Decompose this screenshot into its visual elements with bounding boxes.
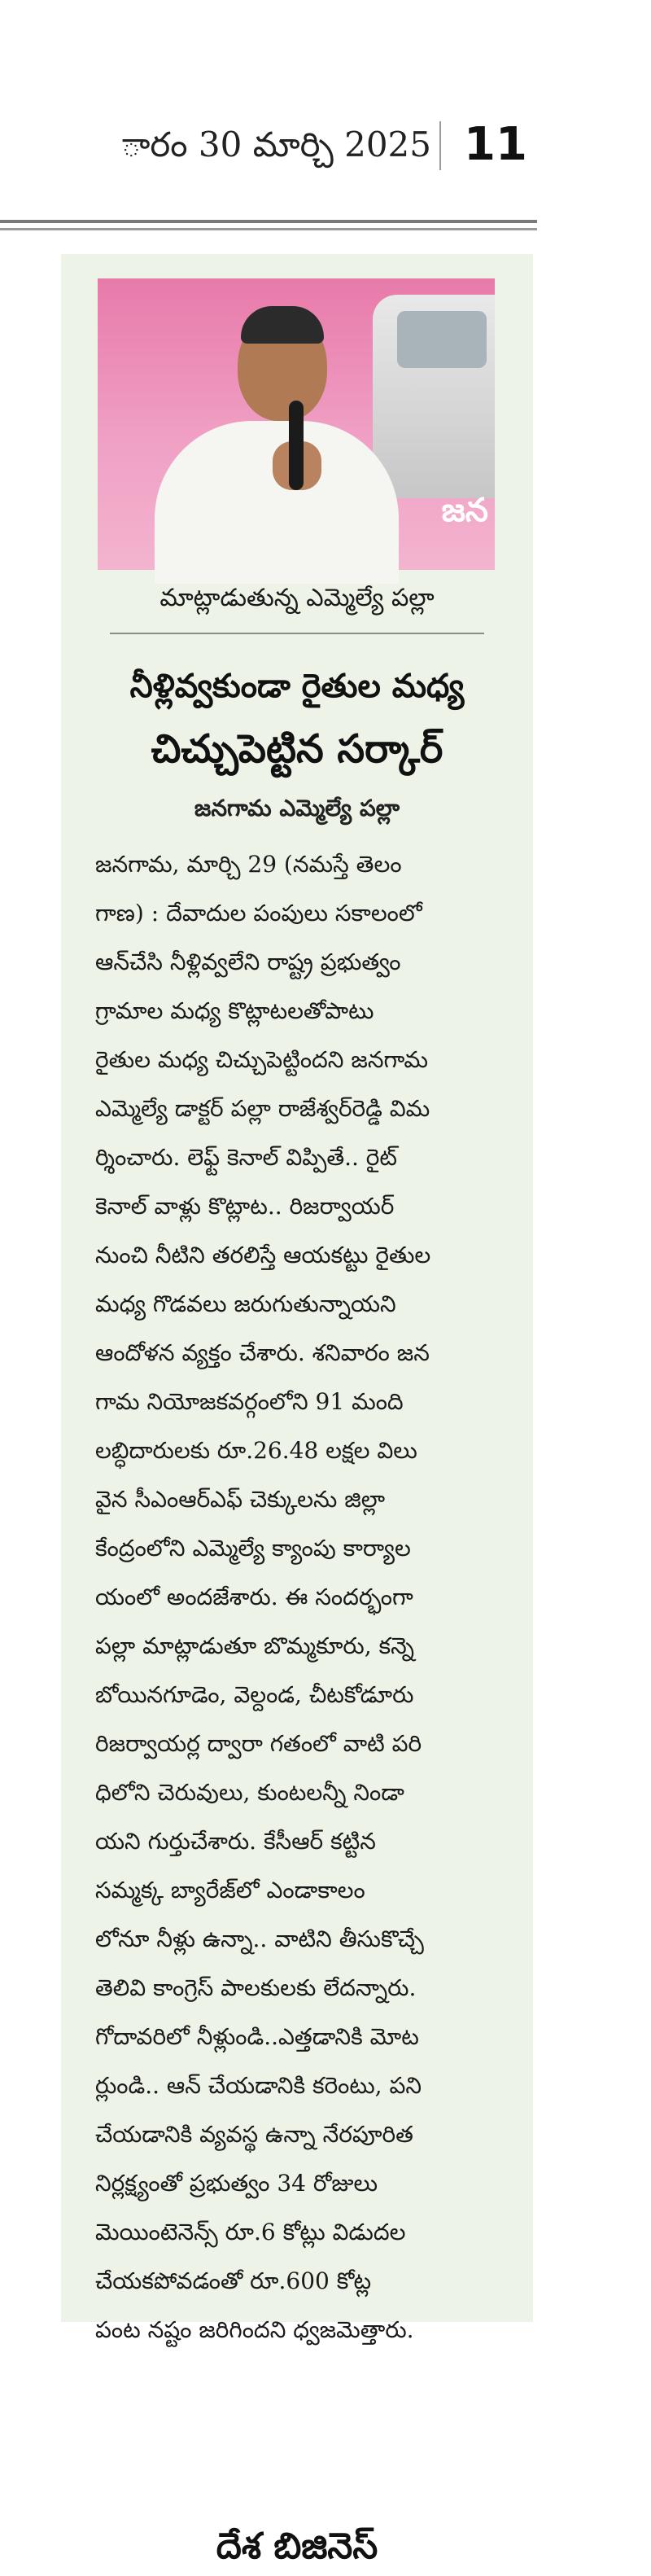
body-line: బోయినగూడెం, వెల్దండ, చీటకోడూరు (95, 1681, 414, 1708)
body-line: తెలివి కాంగ్రెస్ పాలకులకు లేదన్నారు. (95, 1974, 417, 2001)
body-line: లోనూ నీళ్లు ఉన్నా.. వాటిని తీసుకొచ్చే (95, 1925, 424, 1952)
microphone-icon (289, 401, 304, 490)
headline-line-2: చిచ్చుపెట్టిన సర్కార్ (151, 726, 443, 772)
body-line: వైన సీఎంఆర్‌ఎఫ్ చెక్కులను జిల్లా (95, 1486, 386, 1513)
photo-banner-text: జన (441, 492, 488, 529)
body-line: పంట నష్టం జరిగిందని ధ్వజమెత్తారు. (95, 2316, 414, 2343)
body-line: గ్రామాల మధ్య కొట్లాటలతోపాటు (95, 997, 374, 1024)
body-line: గామ నియోజకవర్గంలోని 91 మంది (95, 1388, 404, 1415)
body-line: కెనాల్ వాళ్లు కొట్లాట.. రిజర్వాయర్ (95, 1193, 395, 1220)
body-line: ఎమ్మెల్యే డాక్టర్ పల్లా రాజేశ్వర్‌రెడ్డి విమ (95, 1095, 430, 1122)
news-article (61, 254, 533, 2567)
body-line: కేంద్రంలోని ఎమ్మెల్యే క్యాంపు కార్యాల (95, 1535, 411, 1562)
article-byline: జనగామ ఎమ్మెల్యే పల్లా (194, 795, 400, 821)
page-number: 11 (464, 118, 527, 171)
photo-car-window (397, 311, 487, 368)
body-line: ర్శించారు. లెఫ్ట్ కెనాల్ విప్పితే.. రైట్ (95, 1144, 398, 1171)
photo-person-body (155, 421, 399, 584)
next-article-headline: దేశ బిజినెస్ (216, 2526, 378, 2567)
body-line: గాణ) : దేవాదుల పంపులు సకాలంలో (95, 900, 422, 927)
body-line: చేయకపోవడంతో రూ.600 కోట్ల (95, 2267, 372, 2294)
header-rule-top (0, 220, 537, 223)
body-line: గోదావరిలో నీళ్లుండి..ఎత్తడానికి మోట (95, 2023, 419, 2050)
body-line: చేయడానికి వ్యవస్థ ఉన్నా నేరపూరిత (95, 2121, 413, 2148)
headline-line-1: నీళ్లివ్వకుండా రైతుల మధ్య (129, 668, 465, 705)
body-line: పల్లా మాట్లాడుతూ బొమ్మకూరు, కన్నె (95, 1632, 414, 1659)
body-line: మధ్య గొడవలు జరుగుతున్నాయని (95, 1290, 396, 1317)
dateline: ారం 30 మార్చి 2025 (121, 125, 431, 164)
body-line: ర్లుండి.. ఆన్ చేయడానికి కరెంటు, పని (95, 2072, 422, 2099)
body-line: నిర్లక్ష్యంతో ప్రభుత్వం 34 రోజులు (95, 2170, 378, 2197)
header-rule-bottom (0, 228, 537, 230)
body-line: రిజర్వాయర్ల ద్వారా గతంలో వాటి పరి (95, 1730, 422, 1757)
photo-person-hair (241, 306, 324, 344)
body-line: ధిలోని చెరువులు, కుంటలన్నీ నిండా (95, 1779, 404, 1806)
body-line: లబ్ధిదారులకు రూ.26.48 లక్షల విలు (95, 1437, 417, 1464)
body-line: సమ్మక్క బ్యారేజ్‌లో ఎండాకాలం (95, 1877, 365, 1904)
body-line: యంలో అందజేశారు. ఈ సందర్భంగా (95, 1584, 413, 1610)
body-line: యని గుర్తుచేశారు. కేసీఆర్ కట్టిన (95, 1828, 376, 1855)
body-line: జనగామ, మార్చి 29 (నమస్తే తెలం (95, 851, 402, 878)
article-body (95, 840, 502, 2355)
photo-caption: మాట్లాడుతున్న ఎమ్మెల్యే పల్లా (159, 584, 435, 612)
body-line: రైతుల మధ్య చిచ్చుపెట్టిందని జనగామ (95, 1046, 429, 1073)
body-line: ఆందోళన వ్యక్తం చేశారు. శనివారం జన (95, 1339, 430, 1366)
header-divider (439, 121, 441, 170)
caption-divider (110, 633, 484, 634)
body-line: నుంచి నీటిని తరలిస్తే ఆయకట్టు రైతుల (95, 1242, 431, 1268)
page-masthead (0, 110, 537, 171)
article-photo (98, 278, 495, 570)
body-line: మెయింటెనెన్స్ రూ.6 కోట్లు విడుదల (95, 2219, 406, 2245)
body-line: ఆన్‌చేసి నీళ్లివ్వలేని రాష్ట్ర ప్రభుత్వం (95, 948, 401, 975)
